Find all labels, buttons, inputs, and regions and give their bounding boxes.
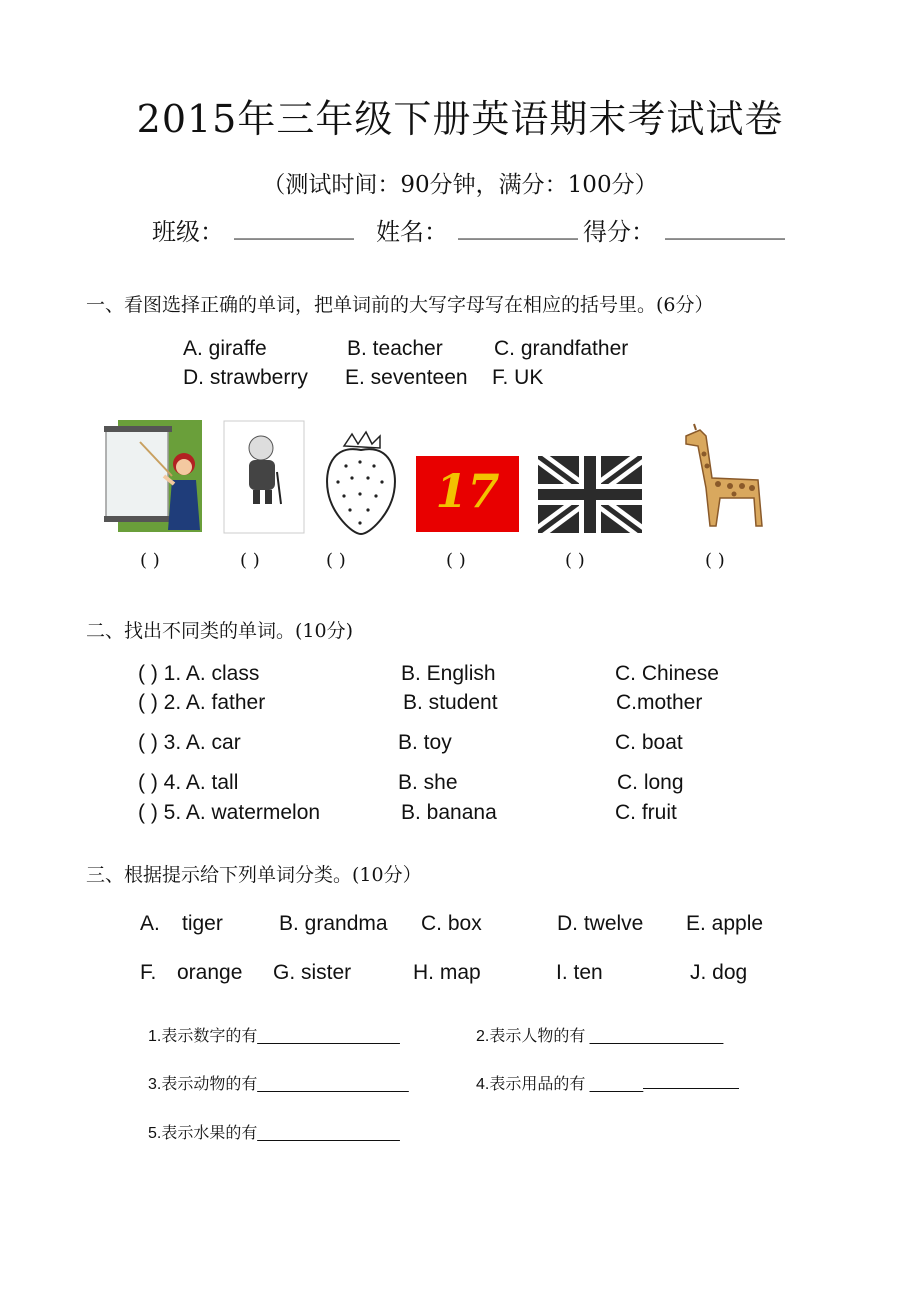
answer-blank-5[interactable]: ( ) xyxy=(565,550,585,571)
word-a-letter: A. xyxy=(140,912,160,935)
name-field[interactable]: __________ xyxy=(458,212,578,240)
category-items-label: 4.表示用品的有 ______ xyxy=(476,1076,644,1093)
question-4-c: C. long xyxy=(617,771,684,794)
word-a: tiger xyxy=(182,912,223,935)
question-3[interactable]: ( ) 3. A. car xyxy=(138,731,241,754)
section3-heading: 三、根据提示给下列单词分类。(10分） xyxy=(86,864,422,886)
word-h: H. map xyxy=(413,961,481,984)
question-5[interactable]: ( ) 5. A. watermelon xyxy=(138,801,321,824)
category-numbers[interactable]: 1.表示数字的有________________ xyxy=(148,1028,400,1045)
option-f: F. UK xyxy=(492,366,544,389)
word-c: C. box xyxy=(421,912,482,935)
category-fruit[interactable]: 5.表示水果的有________________ xyxy=(148,1125,400,1142)
page-title: 2015年三年级下册英语期末考试试卷 xyxy=(136,97,784,141)
answer-blank-6[interactable]: ( ) xyxy=(705,550,725,571)
number-card-text: 17 xyxy=(435,464,500,518)
option-d: D. strawberry xyxy=(183,366,308,389)
section2-heading: 二、找出不同类的单词。(10分) xyxy=(86,620,354,642)
question-3-b: B. toy xyxy=(398,731,452,754)
question-2[interactable]: ( ) 2. A. father xyxy=(138,691,266,714)
score-field[interactable]: __________ xyxy=(665,212,785,240)
uk-flag-picture xyxy=(538,456,642,533)
seventeen-picture xyxy=(416,456,519,532)
grandfather-picture xyxy=(223,420,305,534)
word-g: G. sister xyxy=(273,961,352,984)
question-2-c: C.mother xyxy=(616,691,703,714)
strawberry-picture xyxy=(322,430,400,536)
option-e: E. seventeen xyxy=(345,366,468,389)
question-1-c: C. Chinese xyxy=(615,662,719,685)
option-a: A. giraffe xyxy=(183,337,267,360)
section1-heading: 一、看图选择正确的单词，把单词前的大写字母写在相应的括号里。(6分） xyxy=(86,294,714,316)
class-field[interactable]: __________ xyxy=(234,212,354,240)
word-f: orange xyxy=(177,961,243,984)
question-3-c: C. boat xyxy=(615,731,683,754)
answer-blank-1[interactable]: ( ) xyxy=(140,550,160,571)
question-1-b: B. English xyxy=(401,662,496,685)
question-4-b: B. she xyxy=(398,771,458,794)
question-4[interactable]: ( ) 4. A. tall xyxy=(138,771,239,794)
word-e: E. apple xyxy=(686,912,764,935)
question-5-b: B. banana xyxy=(401,801,497,824)
category-people[interactable]: 2.表示人物的有 _______________ xyxy=(476,1028,724,1045)
class-label: 班级： xyxy=(152,218,224,246)
category-items[interactable] xyxy=(476,1071,739,1094)
option-b: B. teacher xyxy=(347,337,443,360)
question-5-c: C. fruit xyxy=(615,801,677,824)
word-i: I. ten xyxy=(556,961,603,984)
word-j: J. dog xyxy=(690,961,748,984)
name-label: 姓名： xyxy=(376,218,448,246)
question-1[interactable]: ( ) 1. A. class xyxy=(138,662,260,685)
category-items-underline xyxy=(643,1074,739,1089)
teacher-picture xyxy=(104,418,204,534)
answer-blank-2[interactable]: ( ) xyxy=(240,550,260,571)
option-c: C. grandfather xyxy=(494,337,629,360)
word-d: D. twelve xyxy=(557,912,644,935)
exam-subtitle: （测试时间：90分钟，满分：100分） xyxy=(262,172,658,198)
word-b: B. grandma xyxy=(279,912,388,935)
category-animals[interactable]: 3.表示动物的有_________________ xyxy=(148,1076,409,1093)
score-label: 得分： xyxy=(583,218,655,246)
giraffe-picture xyxy=(672,418,784,530)
answer-blank-4[interactable]: ( ) xyxy=(446,550,466,571)
question-2-b: B. student xyxy=(403,691,498,714)
word-f-letter: F. xyxy=(140,961,157,984)
answer-blank-3[interactable]: ( ) xyxy=(326,550,346,571)
